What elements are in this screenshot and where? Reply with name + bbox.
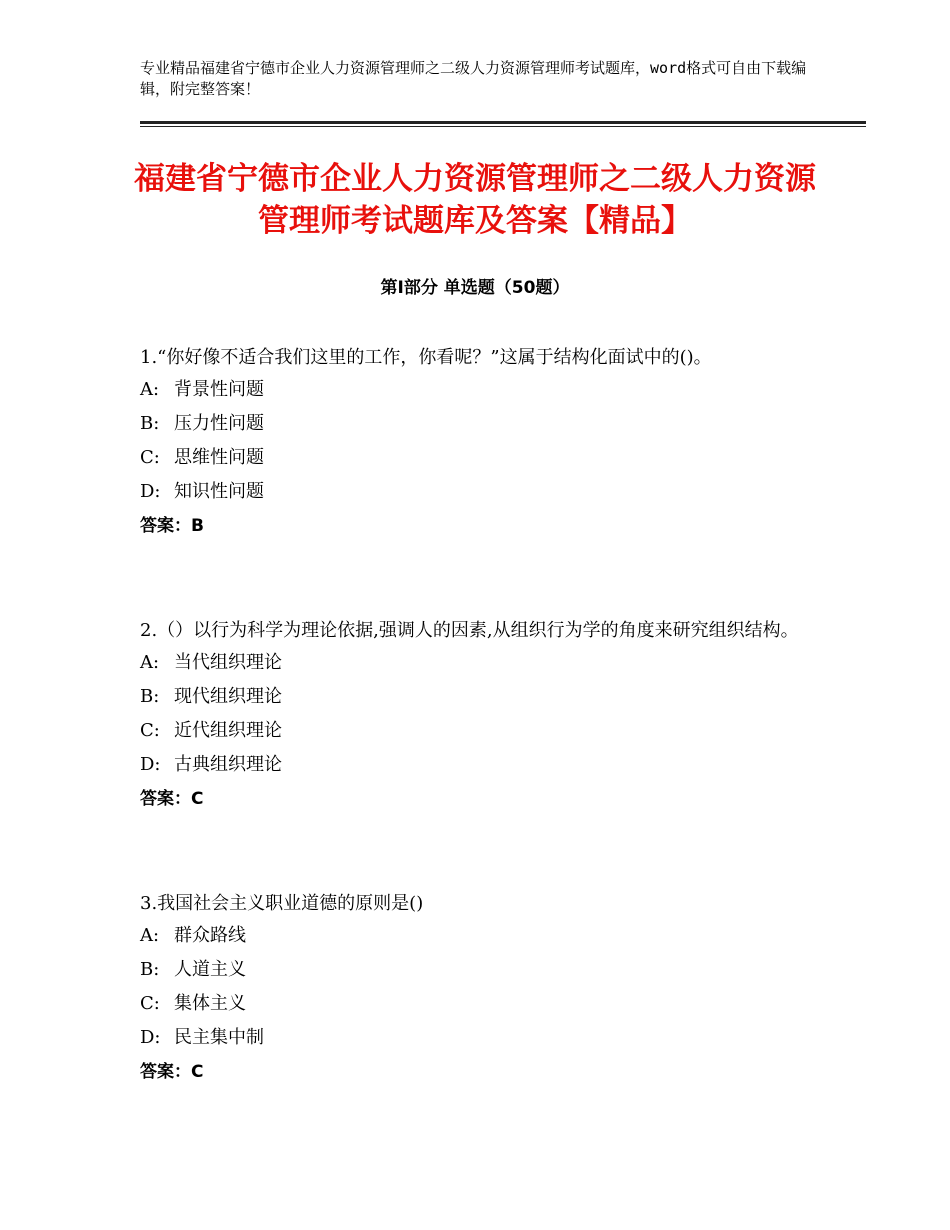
question-stem: 2.（）以行为科学为理论依据,强调人的因素,从组织行为学的角度来研究组织结构。 (140, 620, 799, 641)
option-c (140, 441, 820, 475)
option-text: 知识性问题 (174, 481, 264, 502)
option-letter: A: (140, 925, 160, 946)
option-text: 思维性问题 (174, 447, 264, 468)
option-letter: B: (140, 413, 160, 434)
option-c (140, 714, 820, 748)
option-letter: C: (140, 447, 160, 468)
question-1 (140, 343, 820, 543)
option-text: 民主集中制 (174, 1027, 264, 1048)
answer: 答案：C (140, 1062, 204, 1082)
option-d (140, 748, 820, 782)
option-letter: D: (140, 1027, 161, 1048)
part-heading: 第Ⅰ部分 单选题（50题） (380, 278, 570, 298)
question-2 (140, 616, 820, 816)
header-divider (140, 121, 866, 127)
option-letter: C: (140, 993, 160, 1014)
answer: 答案：C (140, 789, 204, 809)
option-d (140, 475, 820, 509)
option-text: 古典组织理论 (174, 754, 282, 775)
answer: 答案：B (140, 516, 204, 536)
option-text: 现代组织理论 (174, 686, 282, 707)
option-letter: B: (140, 686, 160, 707)
option-text: 集体主义 (174, 993, 246, 1014)
question-stem: 3.我国社会主义职业道德的原则是() (140, 893, 424, 914)
option-d (140, 1021, 820, 1055)
option-a (140, 646, 820, 680)
option-c (140, 987, 820, 1021)
option-b (140, 953, 820, 987)
option-text: 近代组织理论 (174, 720, 282, 741)
option-letter: C: (140, 720, 160, 741)
option-text: 人道主义 (174, 959, 246, 980)
option-letter: D: (140, 481, 161, 502)
question-stem: 1.“你好像不适合我们这里的工作，你看呢？”这属于结构化面试中的()。 (140, 347, 712, 368)
option-text: 背景性问题 (174, 379, 264, 400)
document-title: 福建省宁德市企业人力资源管理师之二级人力资源管理师考试题库及答案【精品】 (134, 161, 816, 239)
option-text: 当代组织理论 (174, 652, 282, 673)
option-a (140, 373, 820, 407)
option-text: 压力性问题 (174, 413, 264, 434)
option-letter: A: (140, 379, 160, 400)
option-a (140, 919, 820, 953)
header-note: 专业精品福建省宁德市企业人力资源管理师之二级人力资源管理师考试题库，word格式可自由下载编辑，附完整答案！ (140, 59, 807, 98)
option-letter: A: (140, 652, 160, 673)
option-letter: B: (140, 959, 160, 980)
option-text: 群众路线 (174, 925, 246, 946)
option-letter: D: (140, 754, 161, 775)
question-3 (140, 889, 820, 1089)
option-b (140, 680, 820, 714)
option-b (140, 407, 820, 441)
